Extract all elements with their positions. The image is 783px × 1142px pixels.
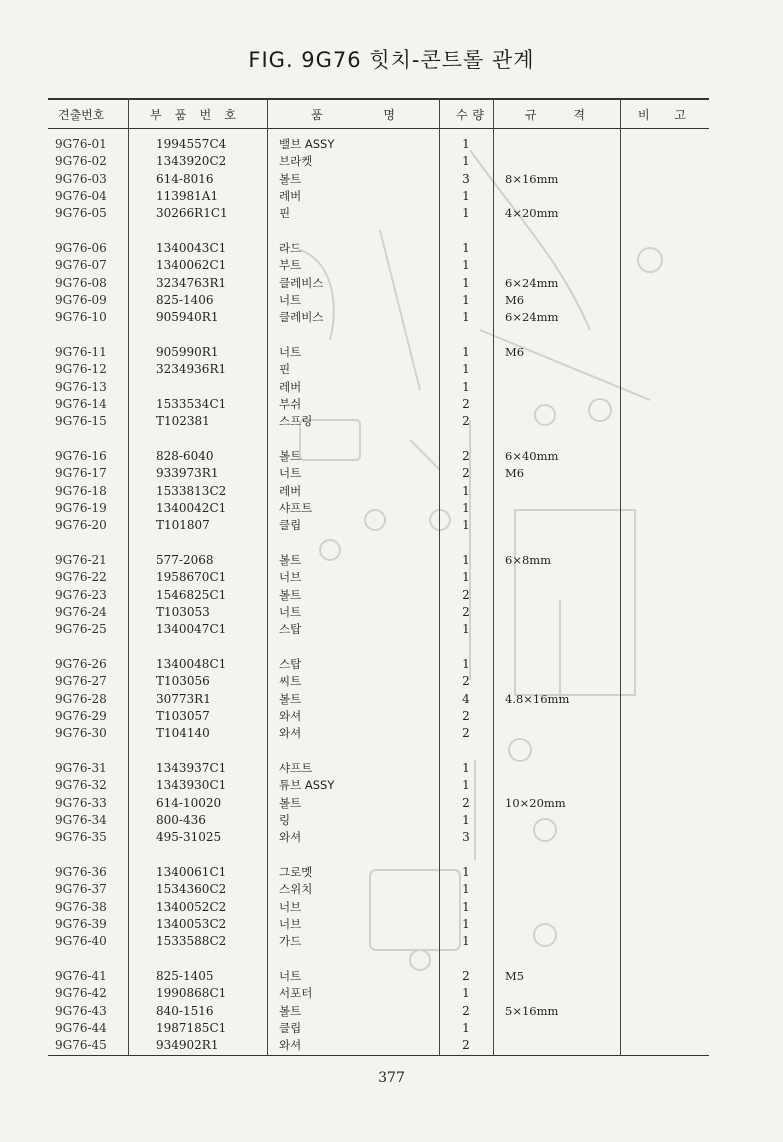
- part-name: 스탑: [279, 622, 302, 637]
- ref-number: 9G76-14: [55, 396, 107, 411]
- table-row: [0, 795, 783, 812]
- part-name: 라드: [279, 241, 302, 255]
- quantity: 1: [462, 292, 470, 307]
- ref-number: 9G76-13: [55, 379, 107, 394]
- ref-number: 9G76-31: [55, 761, 107, 775]
- table-row: [0, 275, 783, 292]
- table-row: [0, 829, 783, 846]
- table-row: [0, 153, 783, 170]
- part-name: 볼트: [279, 587, 302, 602]
- ref-number: 9G76-39: [55, 916, 107, 931]
- quantity: 1: [462, 778, 470, 793]
- part-name: 그로멧: [279, 865, 313, 879]
- ref-number: 9G76-20: [55, 518, 107, 533]
- table-row: [0, 500, 783, 517]
- part-number: 1546825C1: [156, 587, 227, 602]
- part-name: 브라켓: [279, 154, 313, 169]
- quantity: 1: [462, 934, 470, 949]
- part-number: 1340062C1: [156, 258, 227, 273]
- ref-number: 9G76-36: [55, 865, 107, 879]
- quantity: 1: [462, 154, 470, 169]
- part-name: 가드: [279, 934, 302, 949]
- quantity: 1: [462, 483, 470, 498]
- part-name: 너브: [279, 916, 302, 931]
- header-name-char: 명: [383, 108, 395, 122]
- part-name: 링: [279, 812, 291, 827]
- ref-number: 9G76-12: [55, 362, 107, 377]
- table-row: [0, 361, 783, 378]
- part-number: 905940R1: [156, 310, 219, 325]
- header-part-no: [150, 106, 236, 123]
- quantity: 1: [462, 310, 470, 325]
- ref-number: 9G76-01: [55, 137, 107, 151]
- table-header-rule: [48, 128, 709, 129]
- quantity: 2: [462, 1038, 470, 1053]
- part-name: 볼트: [279, 795, 302, 810]
- part-name: 샤프트: [279, 761, 313, 775]
- quantity: 2: [462, 1003, 470, 1018]
- ref-number: 9G76-30: [55, 726, 107, 741]
- part-number: T103057: [156, 708, 210, 723]
- ref-number: 9G76-11: [55, 345, 107, 359]
- table-row: [0, 1037, 783, 1054]
- part-number: 934902R1: [156, 1038, 219, 1053]
- header-qty-char: 량: [472, 108, 484, 122]
- quantity: 1: [462, 553, 470, 567]
- ref-number: 9G76-38: [55, 899, 107, 914]
- ref-number: 9G76-23: [55, 587, 107, 602]
- part-number: 1340052C2: [156, 899, 227, 914]
- part-name: 클레비스: [279, 310, 324, 325]
- specification: 10×20mm: [505, 795, 566, 810]
- table-row: [0, 760, 783, 777]
- table-row: [0, 188, 783, 205]
- quantity: 1: [462, 362, 470, 377]
- specification: M6: [505, 292, 525, 307]
- quantity: 1: [462, 899, 470, 914]
- ref-number: 9G76-08: [55, 275, 107, 290]
- header-qty-char: 수: [456, 108, 468, 122]
- specification: M5: [505, 969, 525, 983]
- part-name: 샤프트: [279, 500, 313, 515]
- part-name: 레버: [279, 379, 302, 394]
- ref-number: 9G76-25: [55, 622, 107, 637]
- table-row: [0, 985, 783, 1002]
- header-part-no-char: 호: [224, 108, 236, 122]
- specification: M6: [505, 345, 525, 359]
- part-name: 너브: [279, 899, 302, 914]
- part-name: 핀: [279, 362, 291, 377]
- header-remarks-char: 비: [638, 108, 650, 122]
- quantity: 2: [462, 708, 470, 723]
- specification: 4.8×16mm: [505, 691, 570, 706]
- table-row: [0, 604, 783, 621]
- table-row: [0, 899, 783, 916]
- header-spec-char: 규: [525, 108, 537, 122]
- table-row: [0, 517, 783, 534]
- ref-number: 9G76-07: [55, 258, 107, 273]
- table-row: [0, 344, 783, 361]
- part-number: 840-1516: [156, 1003, 214, 1018]
- table-row: [0, 916, 783, 933]
- part-number: 1534360C2: [156, 882, 227, 897]
- table-row: [0, 205, 783, 222]
- part-name: 스탑: [279, 657, 302, 671]
- table-row: [0, 812, 783, 829]
- part-name: 클립: [279, 518, 302, 533]
- specification: 5×16mm: [505, 1003, 559, 1018]
- quantity: 3: [462, 171, 470, 186]
- part-name: 너트: [279, 292, 302, 307]
- quantity: 1: [462, 206, 470, 221]
- table-row: [0, 881, 783, 898]
- part-number: T104140: [156, 726, 210, 741]
- quantity: 2: [462, 604, 470, 619]
- ref-number: 9G76-19: [55, 500, 107, 515]
- table-row: [0, 673, 783, 690]
- ref-number: 9G76-22: [55, 570, 107, 585]
- table-row: [0, 552, 783, 569]
- ref-number: 9G76-03: [55, 171, 107, 186]
- specification: 6×40mm: [505, 449, 559, 463]
- table-row: [0, 864, 783, 881]
- ref-number: 9G76-21: [55, 553, 107, 567]
- part-number: 1958670C1: [156, 570, 227, 585]
- part-number: 1343920C2: [156, 154, 227, 169]
- table-bottom-rule: [48, 1055, 709, 1056]
- page-number: 377: [378, 1070, 405, 1086]
- part-name: 와셔: [279, 830, 302, 845]
- quantity: 1: [462, 500, 470, 515]
- part-number: 3234763R1: [156, 275, 227, 290]
- quantity: 1: [462, 622, 470, 637]
- part-name: 클레비스: [279, 275, 324, 290]
- table-row: [0, 448, 783, 465]
- ref-number: 9G76-18: [55, 483, 107, 498]
- part-number: 1340042C1: [156, 500, 227, 515]
- part-name: 와셔: [279, 708, 302, 723]
- part-name: 볼트: [279, 553, 302, 567]
- quantity: 2: [462, 587, 470, 602]
- ref-number: 9G76-41: [55, 969, 107, 983]
- header-part-no-char: 번: [199, 108, 212, 122]
- part-number: 933973R1: [156, 466, 219, 481]
- specification: 8×16mm: [505, 171, 559, 186]
- quantity: 3: [462, 830, 470, 845]
- specification: 4×20mm: [505, 206, 559, 221]
- quantity: 1: [462, 865, 470, 879]
- header-spec: [525, 106, 585, 123]
- quantity: 1: [462, 345, 470, 359]
- table-row: [0, 968, 783, 985]
- ref-number: 9G76-16: [55, 449, 107, 463]
- part-name: 너트: [279, 466, 302, 481]
- part-number: 1340048C1: [156, 657, 227, 671]
- quantity: 1: [462, 657, 470, 671]
- part-number: 1987185C1: [156, 1020, 227, 1035]
- table-row: [0, 171, 783, 188]
- quantity: 1: [462, 275, 470, 290]
- table-row: [0, 483, 783, 500]
- quantity: 2: [462, 414, 470, 429]
- part-number: 577-2068: [156, 553, 214, 567]
- part-number: 1340047C1: [156, 622, 227, 637]
- table-row: [0, 240, 783, 257]
- part-number: 1340053C2: [156, 916, 227, 931]
- quantity: 1: [462, 518, 470, 533]
- specification: 6×24mm: [505, 310, 559, 325]
- quantity: 1: [462, 570, 470, 585]
- ref-number: 9G76-28: [55, 691, 107, 706]
- header-spec-char: 격: [573, 108, 585, 122]
- table-row: [0, 777, 783, 794]
- part-name: 클립: [279, 1020, 302, 1035]
- part-number: 1340043C1: [156, 241, 227, 255]
- quantity: 2: [462, 795, 470, 810]
- part-number: 825-1406: [156, 292, 214, 307]
- table-row: [0, 569, 783, 586]
- table-row: [0, 396, 783, 413]
- part-number: 30266R1C1: [156, 206, 228, 221]
- ref-number: 9G76-42: [55, 986, 107, 1001]
- ref-number: 9G76-29: [55, 708, 107, 723]
- part-name: 부트: [279, 258, 302, 273]
- part-name: 부쉬: [279, 396, 302, 411]
- part-name: 스프링: [279, 414, 313, 429]
- header-ref-no: 견출번호: [58, 108, 105, 122]
- table-row: [0, 257, 783, 274]
- part-name: 밸브 ASSY: [279, 137, 335, 151]
- ref-number: 9G76-35: [55, 830, 107, 845]
- ref-number: 9G76-10: [55, 310, 107, 325]
- quantity: 1: [462, 379, 470, 394]
- table-header: [48, 99, 709, 128]
- table-row: [0, 413, 783, 430]
- specification: M6: [505, 466, 525, 481]
- table-row: [0, 1020, 783, 1037]
- table-row: [0, 725, 783, 742]
- ref-number: 9G76-02: [55, 154, 107, 169]
- part-name: 볼트: [279, 1003, 302, 1018]
- part-name: 너브: [279, 570, 302, 585]
- part-number: T103053: [156, 604, 210, 619]
- table-row: [0, 656, 783, 673]
- part-number: 905990R1: [156, 345, 219, 359]
- table-row: [0, 465, 783, 482]
- ref-number: 9G76-45: [55, 1038, 107, 1053]
- ref-number: 9G76-32: [55, 778, 107, 793]
- ref-number: 9G76-04: [55, 188, 107, 203]
- ref-number: 9G76-34: [55, 812, 107, 827]
- quantity: 2: [462, 466, 470, 481]
- part-name: 서포터: [279, 986, 313, 1001]
- ref-number: 9G76-27: [55, 674, 107, 689]
- ref-number: 9G76-26: [55, 657, 107, 671]
- table-row: [0, 292, 783, 309]
- part-name: 와셔: [279, 1038, 302, 1053]
- part-number: 1990868C1: [156, 986, 227, 1001]
- ref-number: 9G76-17: [55, 466, 107, 481]
- specification: 6×8mm: [505, 553, 552, 567]
- part-number: T101807: [156, 518, 210, 533]
- part-number: 1994557C4: [156, 137, 227, 151]
- part-number: 1533588C2: [156, 934, 227, 949]
- part-number: 828-6040: [156, 449, 214, 463]
- ref-number: 9G76-05: [55, 206, 107, 221]
- table-row: [0, 691, 783, 708]
- quantity: 2: [462, 396, 470, 411]
- ref-number: 9G76-43: [55, 1003, 107, 1018]
- header-qty: [456, 106, 484, 123]
- header-part-no-char: 부: [150, 108, 162, 122]
- table-row: [0, 621, 783, 638]
- table-row: [0, 587, 783, 604]
- part-name: 볼트: [279, 449, 302, 463]
- part-number: 614-10020: [156, 795, 222, 810]
- table-row: [0, 136, 783, 153]
- part-number: 1343930C1: [156, 778, 227, 793]
- ref-number: 9G76-06: [55, 241, 107, 255]
- header-remarks: [638, 106, 686, 123]
- quantity: 1: [462, 258, 470, 273]
- quantity: 4: [462, 691, 470, 706]
- quantity: 2: [462, 449, 470, 463]
- table-row: [0, 1003, 783, 1020]
- ref-number: 9G76-40: [55, 934, 107, 949]
- specification: 6×24mm: [505, 275, 559, 290]
- part-number: 3234936R1: [156, 362, 227, 377]
- quantity: 1: [462, 812, 470, 827]
- part-number: 30773R1: [156, 691, 211, 706]
- ref-number: 9G76-09: [55, 292, 107, 307]
- part-name: 레버: [279, 483, 302, 498]
- quantity: 1: [462, 137, 470, 151]
- header-part-no-char: 품: [174, 108, 187, 122]
- part-name: 씨트: [279, 674, 302, 689]
- part-name: 와셔: [279, 726, 302, 741]
- part-number: 1533534C1: [156, 396, 227, 411]
- header-name: [311, 106, 395, 123]
- quantity: 2: [462, 674, 470, 689]
- quantity: 2: [462, 969, 470, 983]
- header-name-char: 품: [311, 108, 323, 122]
- part-number: T102381: [156, 414, 210, 429]
- part-name: 튜브 ASSY: [279, 778, 335, 793]
- part-number: 1533813C2: [156, 483, 227, 498]
- quantity: 1: [462, 882, 470, 897]
- part-number: T103056: [156, 674, 210, 689]
- part-name: 레버: [279, 188, 302, 203]
- part-name: 스위치: [279, 882, 313, 897]
- table-row: [0, 708, 783, 725]
- part-name: 핀: [279, 206, 291, 221]
- part-number: 1343937C1: [156, 761, 227, 775]
- part-number: 800-436: [156, 812, 206, 827]
- part-number: 113981A1: [156, 188, 219, 203]
- part-number: 495-31025: [156, 830, 222, 845]
- ref-number: 9G76-24: [55, 604, 107, 619]
- part-number: 1340061C1: [156, 865, 227, 879]
- quantity: 1: [462, 241, 470, 255]
- table-row: [0, 933, 783, 950]
- header-remarks-char: 고: [674, 108, 686, 122]
- quantity: 1: [462, 188, 470, 203]
- ref-number: 9G76-33: [55, 795, 107, 810]
- ref-number: 9G76-37: [55, 882, 107, 897]
- part-name: 볼트: [279, 691, 302, 706]
- quantity: 2: [462, 726, 470, 741]
- quantity: 1: [462, 761, 470, 775]
- part-name: 너트: [279, 604, 302, 619]
- part-name: 볼트: [279, 171, 302, 186]
- part-number: 614-8016: [156, 171, 214, 186]
- quantity: 1: [462, 1020, 470, 1035]
- ref-number: 9G76-44: [55, 1020, 107, 1035]
- quantity: 1: [462, 916, 470, 931]
- ref-number: 9G76-15: [55, 414, 107, 429]
- quantity: 1: [462, 986, 470, 1001]
- table-row: [0, 379, 783, 396]
- figure-title: FIG. 9G76 힛치-콘트롤 관계: [248, 48, 535, 72]
- table-row: [0, 309, 783, 326]
- part-number: 825-1405: [156, 969, 214, 983]
- part-name: 너트: [279, 969, 302, 983]
- part-name: 너트: [279, 345, 302, 359]
